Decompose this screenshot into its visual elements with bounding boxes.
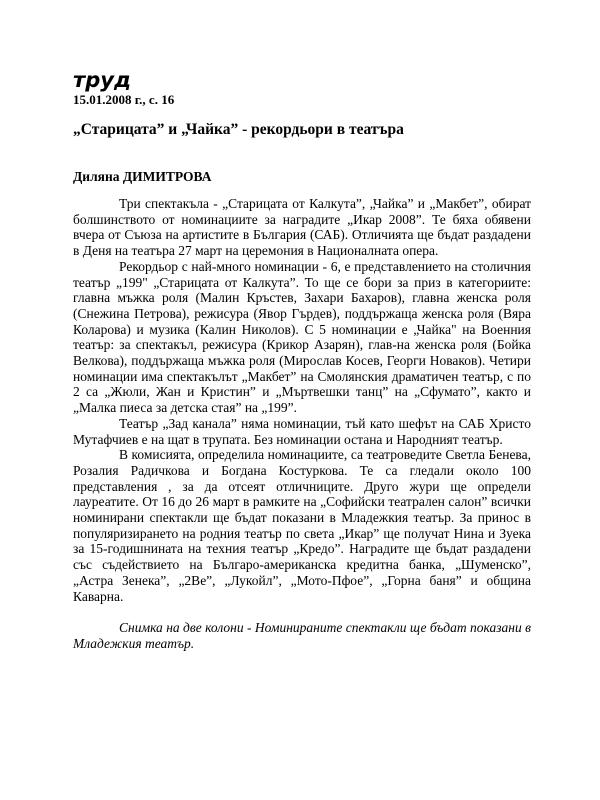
article-body [73, 196, 531, 652]
article-paragraph: В комисията, определила номинациите, са театроведите Светла Бенева, Розалия Радичкова и Богдана Костуркова. Те са гледали около 100 представления , за да отсеят отличниците. Друго жури ще определи лауреатите. От 16 до 26 март в рамките на „Софийски театрален салон” всички номинирани спектакли ще бъдат показани в Младежкия театър. За принос в популяризирането на родния театър по света „Икар” ще получат Нина и Зуека за 15-годишнината на техния театър „Кредо”. Наградите ще бъдат раздадени със съдействието на Българо-американска кредитна банка, „Шуменско”, „Астра Зенека”, „2Ве”, „Лукойл”, „Мото-Пфое”, „Горна баня” и община Каварна. [73, 447, 531, 604]
paragraph-spacer [73, 604, 531, 620]
photo-caption: Снимка на две колони - Номинираните спектакли ще бъдат показани в Младежкия театър. [73, 620, 531, 651]
newspaper-logo [73, 68, 133, 92]
article-paragraph: Рекордьор с най-много номинации - 6, е представлението на столичния театър „199" „Старицата от Калкута”. То ще се бори за приз в категориите: главна мъжка роля (Малин Кръстев, Захари Бахаров), главна женска роля (Снежина Петрова), режисура (Явор Гърдев), поддържаща женска роля (Вяра Коларова) и музика (Калин Николов). С 5 номинации е „Чайка" на Военния театър: за спектакъл, режисура (Крикор Азарян), глав-на женска роля (Бойка Велкова), поддържаща мъжка роля (Мирослав Косев, Георги Новаков). Четири номинации има спектакълът „Макбет” на Смолянския драматичен театър, с по 2 са „Жюли, Жан и Кристин” и „Мъртвешки танц” на „Сфумато”, както и „Малка пиеса за детска стая” на „199”. [73, 258, 531, 416]
article-paragraph: Театър „Зад канала” няма номинации, тъй като шефът на САБ Христо Мутафчиев е на щат в трупата. Без номинации остана и Народният театър. [73, 415, 531, 447]
logo-text: труд [73, 68, 131, 92]
publication-date: 15.01.2008 г., с. 16 [73, 92, 175, 107]
newspaper-logo-graphic [73, 68, 133, 92]
article-paragraph: Три спектакъла - „Старицата от Калкута”, „Чайка” и „Макбет”, обират болшинството от номинациите за наградите „Икар 2008”. Те бяха обявени вчера от Съюза на артистите в България (САБ). Отличията ще бъдат раздадени в Деня на театъра 27 март на церемония в Националната опера. [73, 196, 531, 259]
article-headline: „Старицата” и „Чайка” - рекордьори в театъра [73, 121, 404, 138]
article-author: Диляна ДИМИТРОВА [73, 169, 212, 184]
